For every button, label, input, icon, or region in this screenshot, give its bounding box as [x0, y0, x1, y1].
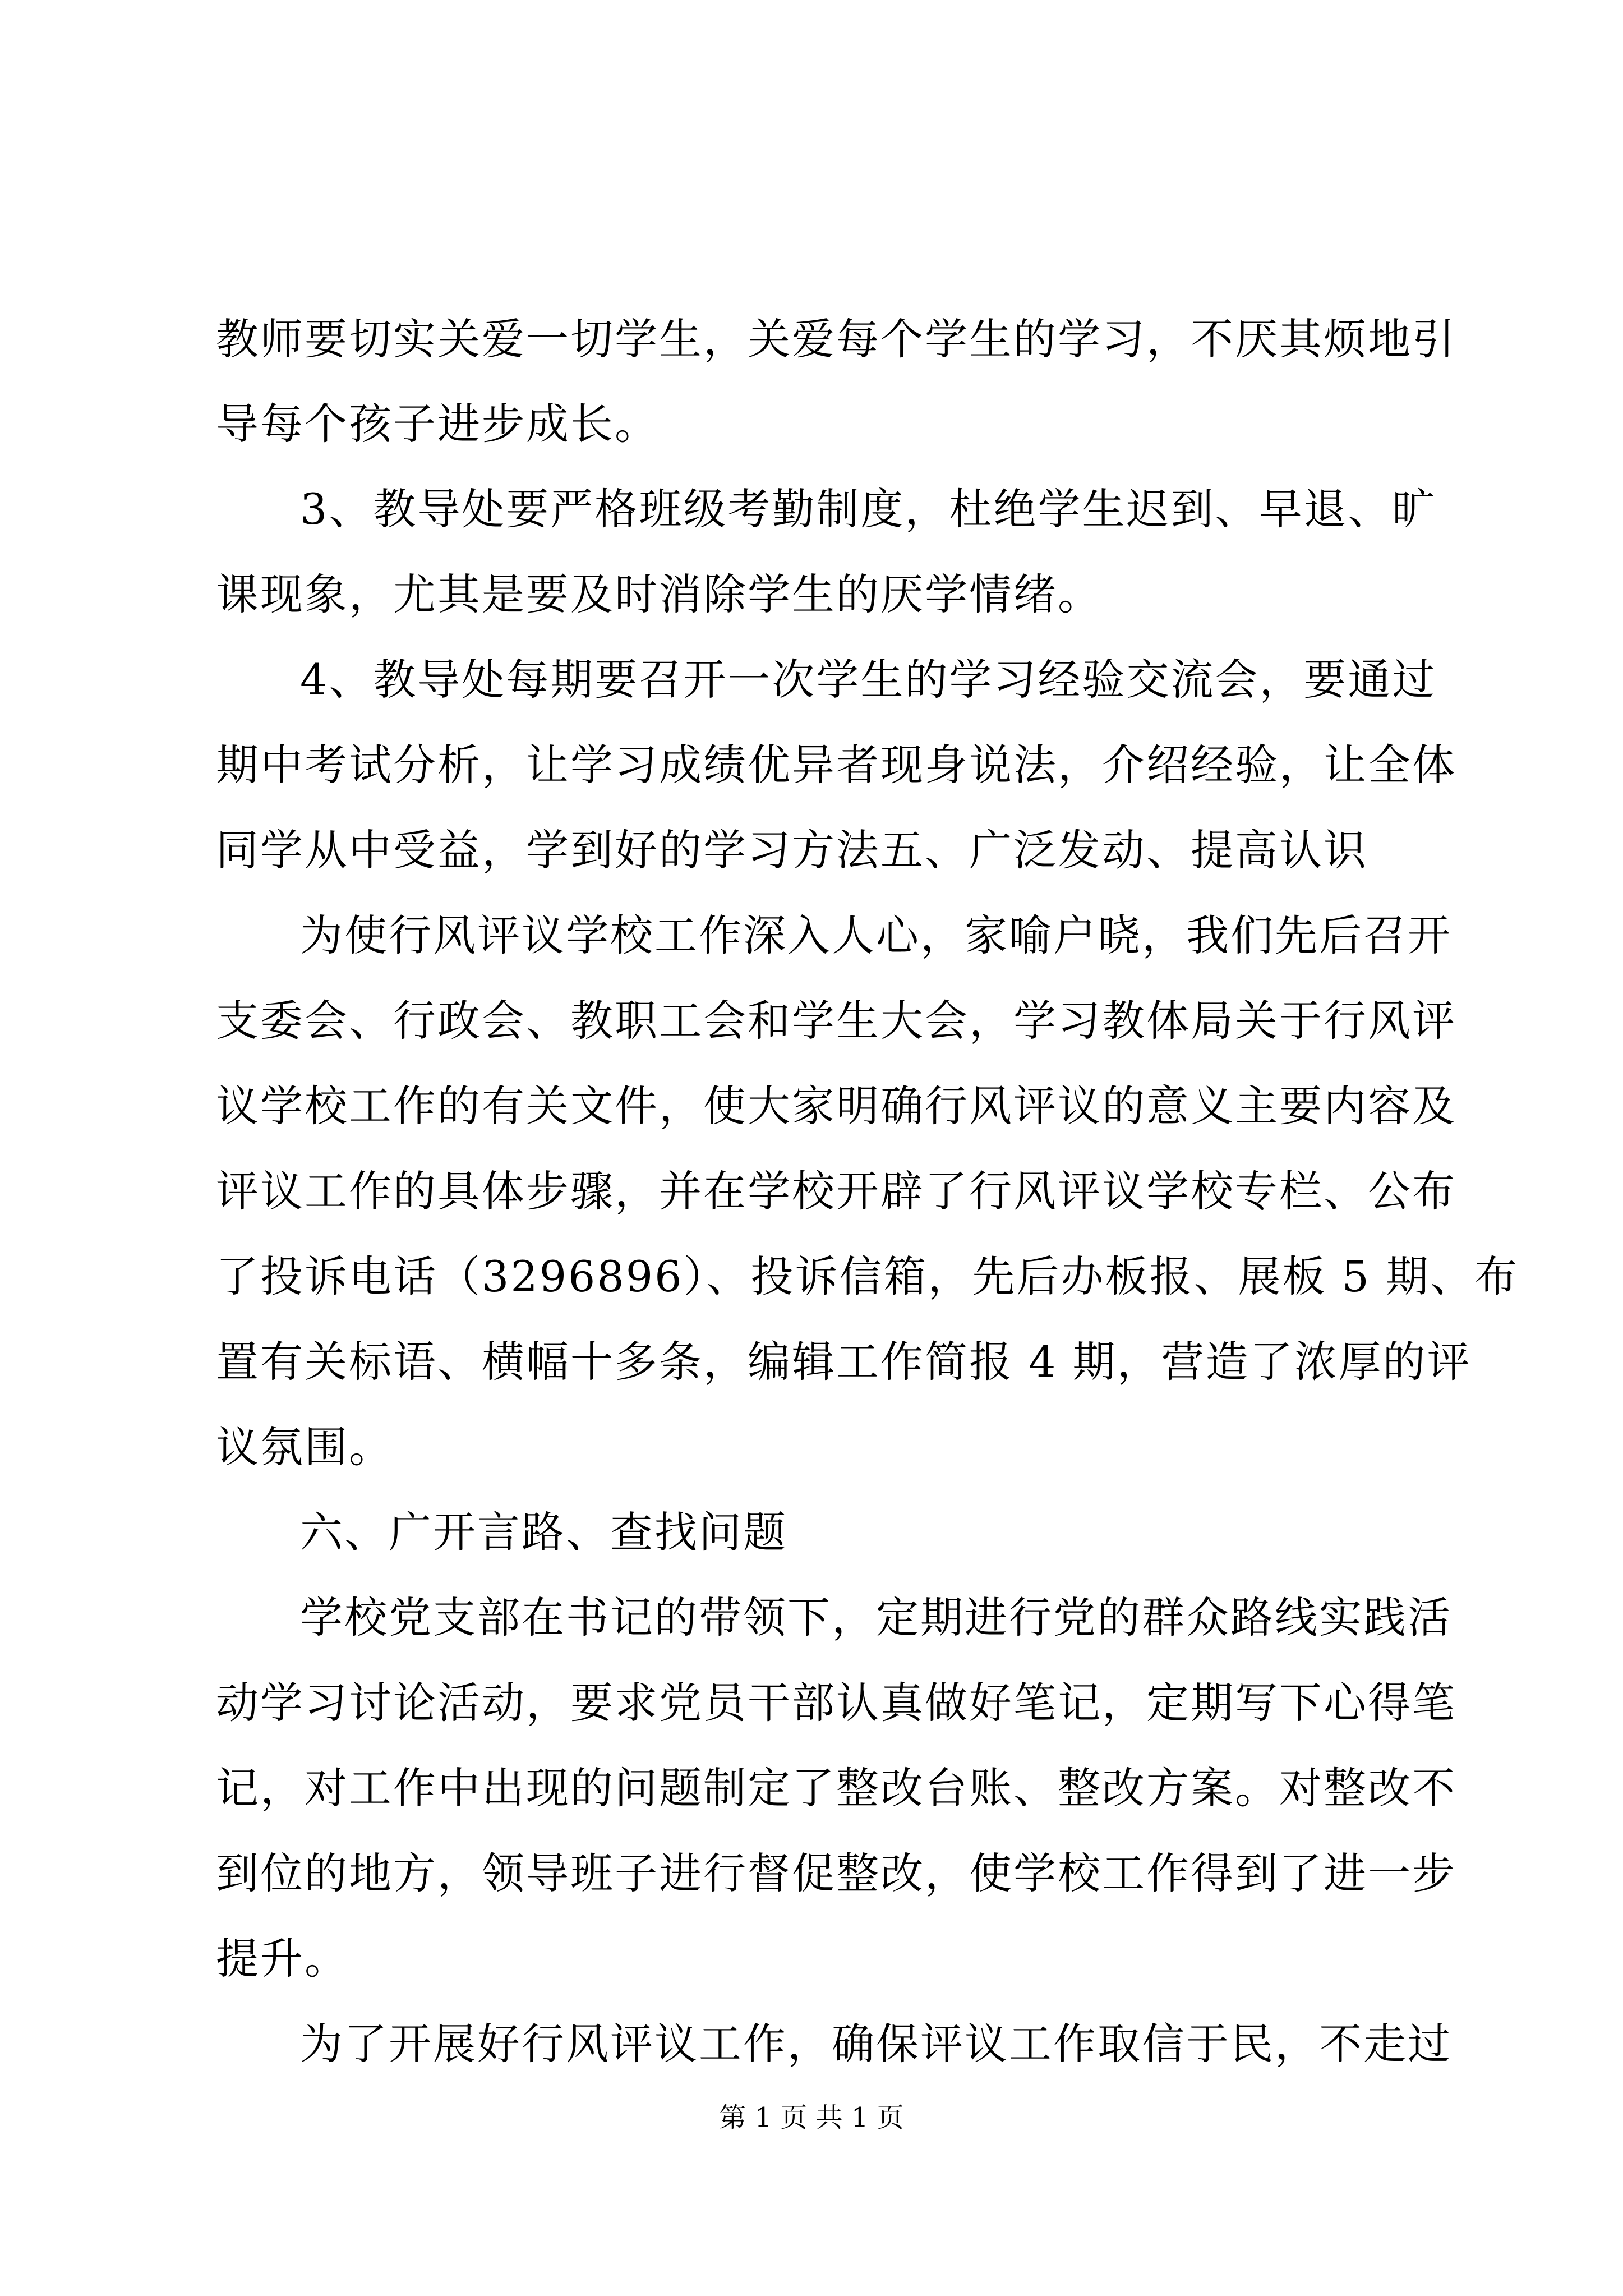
text-line: 了投诉电话（3296896）、投诉信箱，先后办板报、展板 5 期、布 [216, 1251, 1519, 1301]
text-line: 期中考试分析，让学习成绩优异者现身说法，介绍经验，让全体 [216, 740, 1456, 790]
text-line: 支委会、行政会、教职工会和学生大会，学习教体局关于行风评 [216, 996, 1456, 1046]
text-line: 评议工作的具体步骤，并在学校开辟了行风评议学校专栏、公布 [216, 1166, 1456, 1216]
text-line: 到位的地方，领导班子进行督促整改，使学校工作得到了进一步 [216, 1848, 1456, 1898]
text-line: 议学校工作的有关文件，使大家明确行风评议的意义主要内容及 [216, 1081, 1456, 1131]
text-line: 4、教导处每期要召开一次学生的学习经验交流会，要通过 [300, 655, 1437, 705]
text-line: 课现象，尤其是要及时消除学生的厌学情绪。 [216, 569, 1102, 619]
section-heading: 六、广开言路、查找问题 [300, 1507, 787, 1557]
text-line: 置有关标语、横幅十多条，编辑工作简报 4 期，营造了浓厚的评 [216, 1337, 1472, 1387]
text-line: 为了开展好行风评议工作，确保评议工作取信于民，不走过 [300, 2019, 1452, 2069]
text-line: 同学从中受益，学到好的学习方法五、广泛发动、提高认识 [216, 825, 1368, 875]
text-line: 记，对工作中出现的问题制定了整改台账、整改方案。对整改不 [216, 1763, 1456, 1813]
text-line: 导每个孩子进步成长。 [216, 399, 659, 449]
text-line: 议氛围。 [216, 1422, 393, 1472]
text-line: 为使行风评议学校工作深入人心，家喻户晓，我们先后召开 [300, 910, 1452, 960]
text-line: 3、教导处要严格班级考勤制度，杜绝学生迟到、早退、旷 [300, 484, 1437, 534]
page-footer: 第 1 页 共 1 页 [719, 2102, 904, 2133]
text-line: 提升。 [216, 1934, 349, 1984]
text-line: 动学习讨论活动，要求党员干部认真做好笔记，定期写下心得笔 [216, 1678, 1456, 1728]
text-line: 教师要切实关爱一切学生，关爱每个学生的学习，不厌其烦地引 [216, 314, 1456, 364]
text-line: 学校党支部在书记的带领下，定期进行党的群众路线实践活 [300, 1593, 1452, 1642]
